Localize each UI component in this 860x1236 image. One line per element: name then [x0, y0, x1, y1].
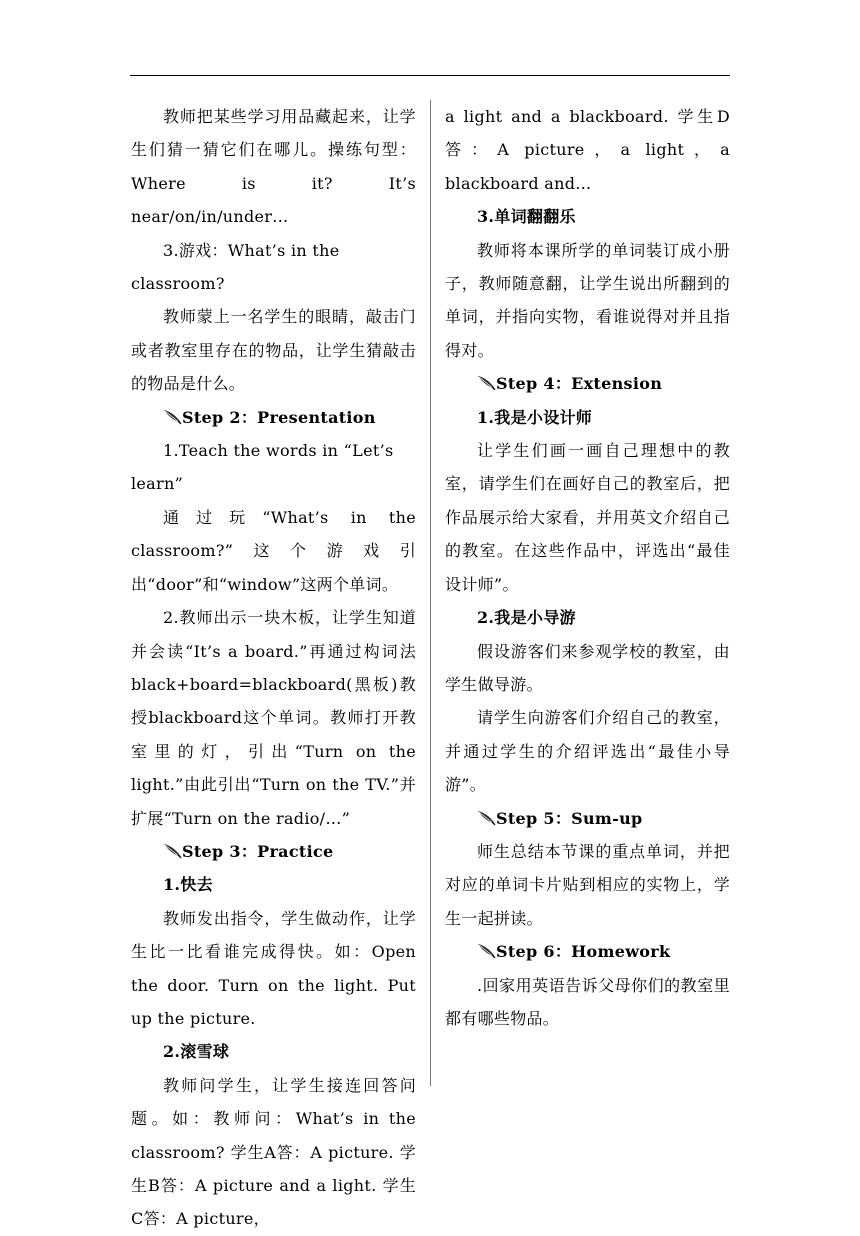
step-heading	[445, 935, 730, 968]
header-rule	[130, 75, 730, 76]
step-4-title: Step 4：Extension	[496, 374, 663, 394]
step-6-title: Step 6：Homework	[496, 942, 671, 962]
heading-game: 3.游戏：What’s in the classroom?	[131, 240, 340, 294]
paragraph-board: 2.教师出示一块木板，让学生知道并会读“It’s a board.”再通过构词法black+board=blackboard(黑板)教授blackboard这个单词。教师打开教室里的灯，引出“Turn on the light.”由此引出“Turn on the TV.”并扩展“Turn on the radio/…”	[131, 608, 416, 828]
step-2-title: Step 2：Presentation	[182, 407, 376, 427]
paragraph-quick: 教师发出指令，学生做动作，让学生比一比看谁完成得快。如：Open the door. Turn on the light. Put up the picture.	[131, 908, 416, 1028]
feather-pen-icon	[477, 810, 496, 826]
subheading-snowball: 2.滚雪球	[163, 1042, 230, 1062]
paragraph-guide: 假设游客们来参观学校的教室，由学生做导游。	[445, 641, 730, 694]
feather-pen-icon	[163, 843, 182, 859]
feather-pen-icon	[477, 375, 496, 391]
step-heading	[131, 835, 416, 868]
step-3-title: Step 3：Practice	[182, 841, 334, 861]
subheading-designer: 1.我是小设计师	[477, 407, 593, 427]
paragraph-flip: 教师将本课所学的单词装订成小册子，教师随意翻，让学生说出所翻到的单词，并指向实物，看谁说得对并且指得对。	[445, 240, 730, 360]
feather-pen-icon	[163, 409, 182, 425]
paragraph-door-window: 通过玩“What’s in the classroom?”这个游戏引出“door”和“window”这两个单词。	[131, 507, 416, 594]
column-divider	[430, 100, 431, 1086]
subheading-guide: 2.我是小导游	[477, 608, 576, 628]
subheading-quick: 1.快去	[163, 875, 213, 895]
step-heading	[445, 802, 730, 835]
left-column	[131, 100, 416, 1236]
subheading-flip: 3.单词翻翻乐	[477, 207, 576, 227]
paragraph-homework: .回家用英语告诉父母你们的教室里都有哪些物品。	[445, 975, 730, 1028]
paragraph-snowball: 教师问学生，让学生接连回答问题。如：教师问：What’s in the classroom? 学生A答：A picture. 学生B答：A picture and a light. 学生C答：A picture，	[131, 1075, 416, 1229]
paragraph-snowball-cont: a light and a blackboard. 学生D答：A picture，a light，a blackboard and…	[445, 107, 730, 193]
paragraph-designer: 让学生们画一画自己理想中的教室，请学生们在画好自己的教室后，把作品展示给大家看，并用英文介绍自己的教室。在这些作品中，评选出“最佳设计师”。	[445, 441, 730, 594]
paragraph-hide-items: 教师把某些学习用品藏起来，让学生们猜一猜它们在哪儿。操练句型：Where is it? It’s near/on/in/under…	[131, 107, 416, 227]
step-5-title: Step 5：Sum-up	[496, 808, 643, 828]
paragraph-game-description: 教师蒙上一名学生的眼睛，敲击门或者教室里存在的物品，让学生猜敲击的物品是什么。	[131, 307, 416, 394]
step-heading	[131, 401, 416, 434]
paragraph-teach-words: 1.Teach the words in “Let’s learn”	[131, 441, 394, 494]
right-column	[445, 100, 730, 1035]
paragraph-sumup: 师生总结本节课的重点单词，并把对应的单词卡片贴到相应的实物上，学生一起拼读。	[445, 841, 730, 928]
feather-pen-icon	[477, 943, 496, 959]
paragraph-guide-2: 请学生向游客们介绍自己的教室，并通过学生的介绍评选出“最佳小导游”。	[445, 708, 730, 795]
step-heading	[445, 367, 730, 400]
